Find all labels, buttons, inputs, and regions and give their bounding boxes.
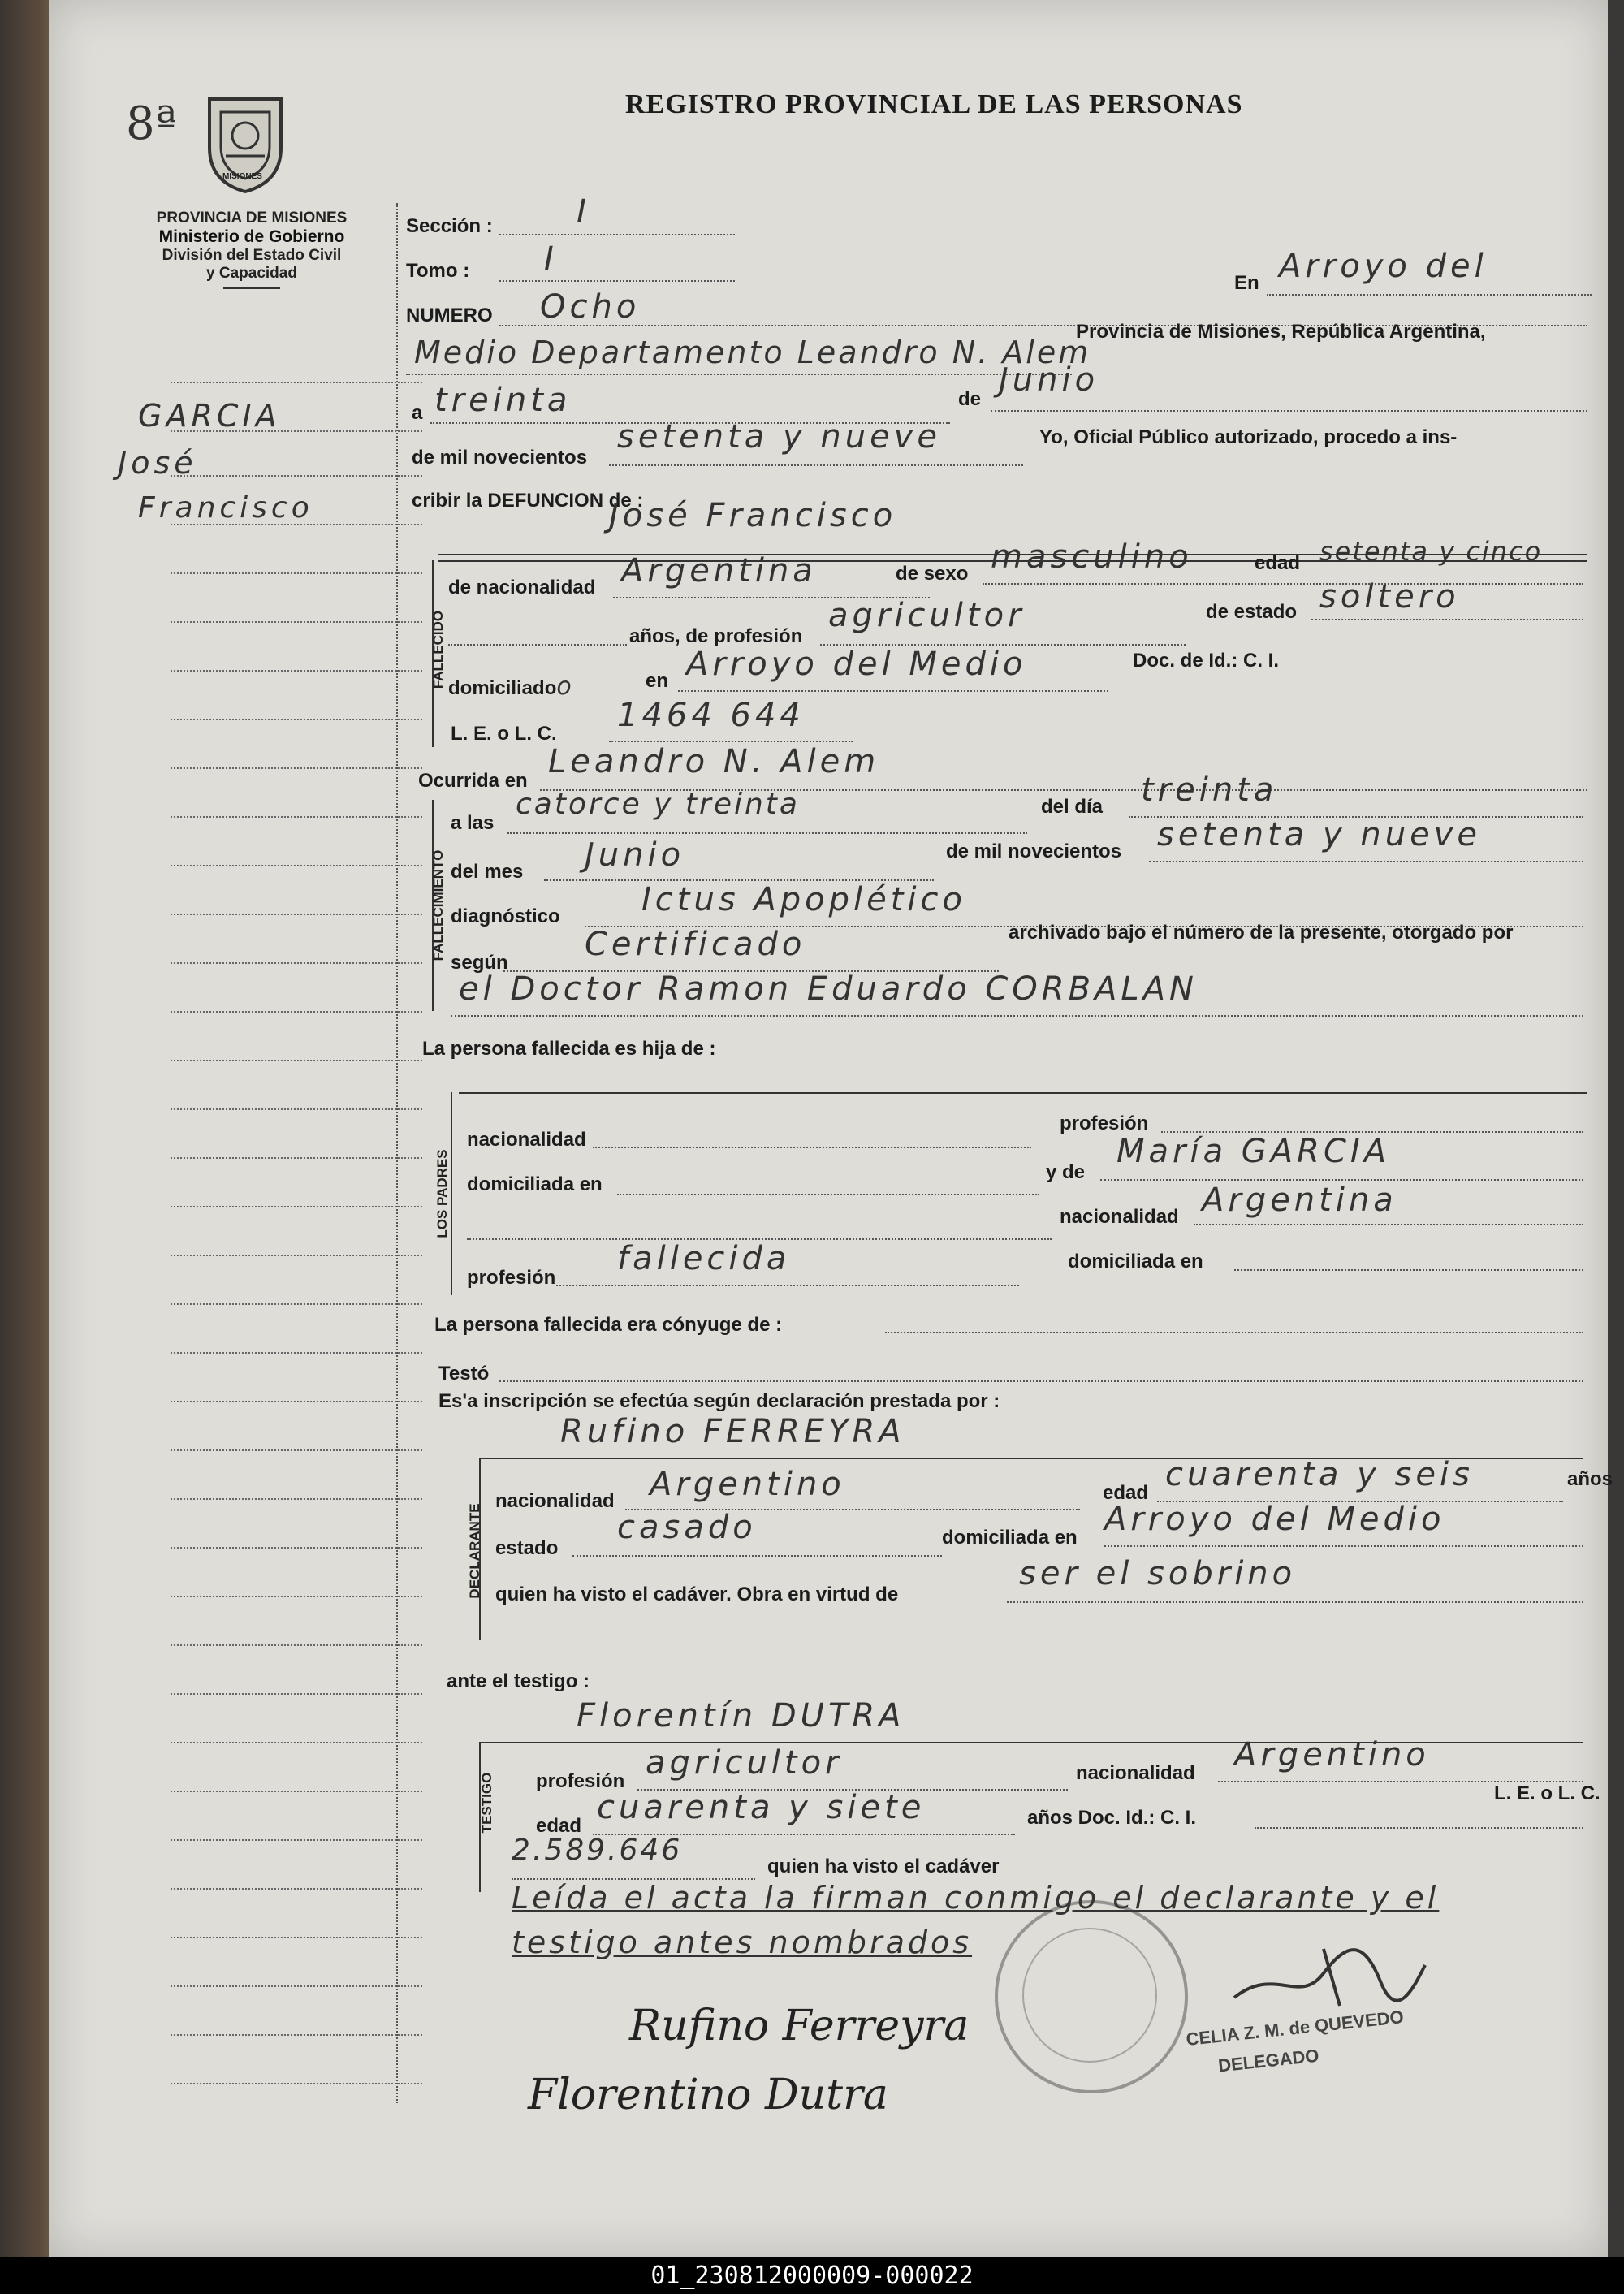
declarante-virtud-line [1007,1601,1583,1603]
fallecido-side-label: FALLECIDO [430,610,446,689]
testigo-nacionalidad: Argentino [1234,1736,1430,1773]
hora-label: a las [451,812,495,834]
testo-label: Testó [438,1363,490,1385]
margin-line [171,719,422,720]
crest-label: MISIONES [222,172,262,181]
conyuge-line [885,1332,1583,1333]
cierre-line-2: testigo antes nombrados [512,1925,973,1960]
tomo-value: I [544,240,558,278]
fallecido-edad-label: edad [1255,552,1301,574]
agency-line-capacity: y Capacidad [206,265,297,282]
stamp-inner-ring [1022,1928,1157,2063]
margin-line [171,914,422,915]
lugar-line [406,374,1072,375]
de-label: de [958,388,982,410]
scan-id-footer: 01_230812000009-000022 [0,2257,1624,2294]
margin-line [171,382,422,383]
padres-nacionalidad-label: nacionalidad [467,1129,586,1151]
margin-line [171,2083,422,2084]
margin-line [171,767,422,769]
declarante-nacionalidad: Argentino [650,1466,845,1503]
testigo-anios-label: años Doc. Id.: C. I. [1027,1807,1197,1829]
declarante-estado-line [572,1555,942,1557]
diagnostico-value: Ictus Apoplético [641,881,966,918]
lugar-value: Medio Departamento Leandro N. Alem [414,335,1091,370]
testigo-profesion: agricultor [646,1744,843,1782]
declarante-name: Rufino FERREYRA [560,1413,905,1450]
testigo-doc-line [1255,1827,1583,1829]
fallecimiento-dia: treinta [1141,771,1278,809]
oficial-label: Yo, Oficial Público autorizado, procedo a ins- [1039,426,1458,448]
declarante-nacionalidad-label: nacionalidad [495,1490,615,1512]
margin-line [171,1011,422,1013]
conyuge-label: La persona fallecida era cónyuge de : [434,1314,783,1336]
domiciliado-suffix: o [556,672,572,701]
en-line [1267,294,1592,296]
stamp-role: DELEGADO [1216,2045,1320,2076]
fallecido-anios-label: años, de profesión [629,625,803,647]
madre-value: María GARCIA [1116,1133,1391,1170]
fallecido-edad: setenta y cinco [1320,536,1543,567]
fallecido-nacionalidad: Argentina [621,552,817,590]
fallecido-domiciliado-label [448,672,572,701]
hora-line [508,832,1027,834]
doctor-value: el Doctor Ramon Eduardo CORBALAN [459,970,1198,1008]
fallecido-estado-label: de estado [1206,601,1298,623]
margin-line [171,1742,422,1743]
fallecido-le-label: L. E. o L. C. [451,723,557,745]
dia-value: treinta [434,382,572,419]
madre-nacionalidad-line [1194,1224,1583,1225]
fallecimiento-anio-label: de mil novecientos [946,840,1122,862]
tomo-line [499,280,735,282]
margin-line [171,1206,422,1207]
margin-line [171,1255,422,1256]
registry-page [49,0,1613,2257]
column-divider [396,203,398,2103]
fallecido-estado-line [1311,619,1583,620]
numero-value: Ocho [540,288,641,326]
signature-declarante: Rufino Ferreyra [629,2002,970,2050]
testigo-profesion-label: profesión [536,1770,625,1792]
declarante-visto-label: quien ha visto el cadáver. Obra en virtud de [495,1583,899,1605]
agency-line-province: PROVINCIA DE MISIONES [156,210,348,227]
agency-underline [223,287,280,289]
margin-line [171,1498,422,1500]
margin-line [171,962,422,964]
en-value: Arroyo del [1279,248,1488,285]
provincia-label: Provincia de Misiones, República Argentina, [1076,321,1486,343]
margin-line [171,621,422,623]
margin-line [171,816,422,818]
margin-line [171,1985,422,1987]
padres-domiciliada2-label: domiciliada en [1068,1251,1203,1272]
margin-line [171,1108,422,1110]
testigo-nacionalidad-label: nacionalidad [1076,1762,1195,1784]
diag-label: diagnóstico [451,905,560,927]
margin-line [171,1791,422,1792]
padres-top-rule [459,1092,1587,1094]
margin-line [171,1596,422,1597]
anio-value: setenta y nueve [617,418,941,456]
margin-firstname: José [118,445,197,481]
margin-line [171,1352,422,1354]
padres-nacionalidad2-label: nacionalidad [1060,1206,1179,1228]
padres-intro: La persona fallecida es hija de : [422,1038,716,1060]
padres-side-label: LOS PADRES [434,1149,450,1238]
margin-line [171,865,422,866]
margin-line [171,1644,422,1646]
fallecido-edad-line [983,583,1583,585]
testigo-side-label: TESTIGO [479,1772,495,1834]
testigo-visto-label: quien ha visto el cadáver [767,1856,1000,1877]
margin-line [171,1449,422,1451]
madre-nacionalidad: Argentina [1202,1182,1397,1219]
fallecido-domicilio-line [678,690,1108,692]
agency-block [118,210,386,289]
stamp-name: CELIA Z. M. de QUEVEDO [1185,2006,1405,2050]
margin-line [171,1547,422,1549]
seccion-line [499,234,735,235]
agency-line-ministry: Ministerio de Gobierno [158,227,345,246]
seccion-value: I [577,193,590,231]
padres-bracket [451,1092,452,1295]
declarante-estado-label: estado [495,1537,559,1559]
fallecido-sexo-label: de sexo [896,563,969,585]
margin-line [171,670,422,672]
fallecido-nacionalidad-label: de nacionalidad [448,577,596,598]
mes-value: Junio [999,361,1099,399]
declarante-virtud: ser el sobrino [1019,1555,1297,1592]
official-stamp [995,1900,1188,2093]
signature-official-icon [1226,1933,1429,2022]
fallecimiento-mes: Junio [585,836,685,874]
margin-line [171,1401,422,1402]
padres-domiciliada2-line [1234,1269,1583,1271]
fallecido-profesion: agricultor [828,597,1026,634]
declarante-estado: casado [617,1509,757,1546]
margin-line [171,430,422,432]
fallecido-le-line [609,741,853,742]
mes-label: del mes [451,861,524,883]
crest-icon [201,91,289,195]
a-label: a [412,402,423,424]
padres-profesion-label: profesión [1060,1112,1149,1134]
fallecido-anios-line [448,644,627,646]
fallecimiento-anio-line [1149,861,1583,862]
margin-line [171,2034,422,2036]
anio-label: de mil novecientos [412,447,588,469]
ocurrida-label: Ocurrida en [418,770,528,792]
inscribir-label: cribir la DEFUNCION de : [412,490,644,512]
declarante-domicilio-label: domiciliada en [942,1527,1078,1549]
madre-profesion: fallecida [617,1240,791,1277]
agency-line-division: División del Estado Civil [162,247,342,264]
testigo-intro: ante el testigo : [447,1670,590,1692]
margin-line [171,1888,422,1890]
hora-value: catorce y treinta [516,788,800,821]
numero-label: NUMERO [406,305,493,326]
margin-line [171,475,422,477]
segun-value: Certificado [585,926,806,963]
margin-line [171,524,422,525]
declarante-domicilio-line [1104,1545,1583,1547]
dia-label: del día [1041,796,1104,818]
segun-label: según [451,952,508,974]
testo-line [499,1380,1583,1382]
anio-line [609,464,1023,466]
declarante-side-label: DECLARANTE [467,1503,482,1599]
tomo-label: Tomo : [406,260,470,282]
en-label: En [1234,272,1259,294]
fallecimiento-side-label: FALLECIMIENTO [430,849,446,961]
margin-line [171,572,422,574]
margin-line [171,1937,422,1938]
seccion-label: Sección : [406,215,493,237]
padres-domiciliada-line [617,1194,1039,1195]
padres-profesion2-label: profesión [467,1267,556,1289]
testigo-edad-label: edad [536,1815,582,1837]
margin-middlename: Francisco [138,491,313,525]
fallecido-domicilio: Arroyo del Medio [686,646,1027,683]
declaracion-label: Es'a inscripción se efectúa según declaración prestada por : [438,1390,1000,1412]
margin-line [171,1060,422,1061]
declarante-domicilio: Arroyo del Medio [1104,1501,1445,1538]
declarante-anios-label: años [1567,1468,1613,1490]
padres-domiciliada-label: domiciliada en [467,1173,603,1195]
page-number: 8ª [126,97,177,150]
y-de-label: y de [1046,1161,1086,1183]
margin-line [171,1839,422,1841]
madre-line [1100,1179,1583,1181]
fallecido-doc-label: Doc. de Id.: C. I. [1133,650,1280,672]
signature-testigo: Florentino Dutra [528,2071,888,2119]
fallecimiento-anio: setenta y nueve [1157,816,1481,853]
testigo-le-label: L. E. o L. C. [1494,1782,1600,1804]
doctor-line [451,1015,1583,1017]
domiciliado-label: domiciliado [448,677,557,699]
testigo-name: Florentín DUTRA [577,1697,905,1735]
fallecido-sexo: masculino [991,538,1193,576]
fallecido-en-label: en [646,670,669,692]
archivado-label: archivado bajo el número de la presente, otorgado por [1009,922,1514,944]
margin-line [171,1157,422,1159]
testigo-edad: cuarenta y siete [597,1789,926,1826]
madre-profesion-line [556,1285,1019,1286]
ocurrida-value: Leandro N. Alem [548,743,880,780]
registry-title: REGISTRO PROVINCIAL DE LAS PERSONAS [625,89,1243,119]
margin-line [171,1303,422,1305]
declarante-edad: cuarenta y seis [1165,1456,1474,1493]
margin-surname: GARCIA [138,398,281,434]
fallecido-estado: soltero [1320,578,1460,616]
padres-nacionalidad-line [593,1147,1031,1148]
testigo-doc: 2.589.646 [512,1834,683,1867]
fallecido-le: 1464 644 [617,697,805,734]
declarante-edad-label: edad [1103,1482,1149,1504]
margin-line [171,1693,422,1695]
deceased-name: José Francisco [609,497,897,534]
mes-line [991,410,1587,412]
cierre-line-1: Leída el acta la firman conmigo el declarante y el [512,1880,1440,1916]
